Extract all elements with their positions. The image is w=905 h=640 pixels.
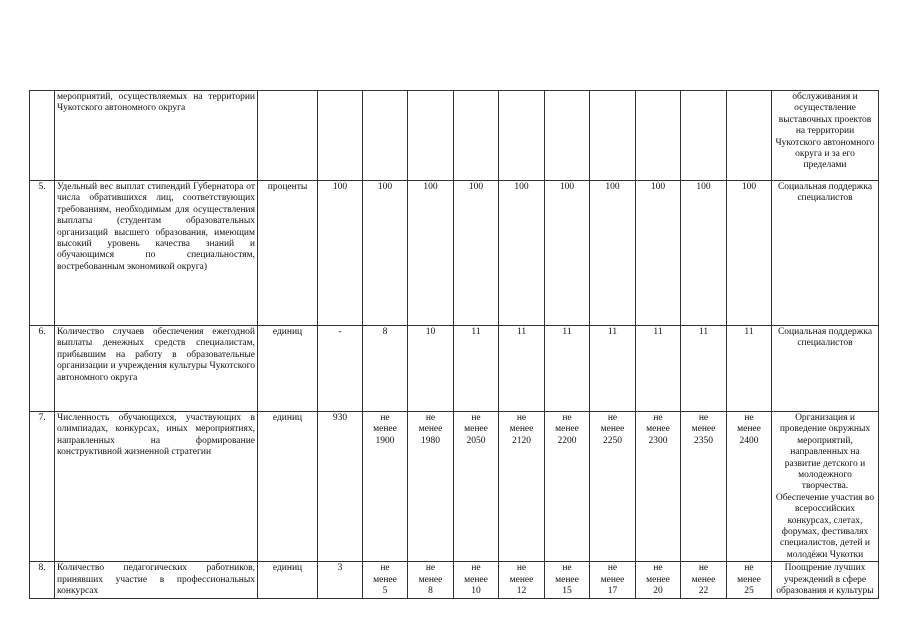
year-value-cell (590, 91, 636, 181)
row-number-cell (30, 91, 55, 181)
year-value-cell (454, 326, 499, 412)
table-row (30, 412, 879, 562)
row-number-cell-text: 6. (38, 327, 46, 337)
year-value-cell (545, 412, 590, 562)
year-value-cell (408, 412, 454, 562)
base-value-cell (318, 91, 363, 181)
year-value-cell-text: не менее 12 (509, 563, 534, 597)
indicator-name-cell (55, 412, 258, 562)
unit-cell (258, 412, 318, 562)
table-row (30, 326, 879, 412)
year-value-cell-text: 100 (559, 182, 575, 192)
base-value-cell-text: 3 (337, 563, 343, 574)
unit-cell-text: единиц (272, 563, 303, 574)
year-value-cell-text: 100 (514, 182, 529, 192)
year-value-cell-text: не менее 8 (418, 563, 443, 597)
activity-cell-text: Организация и проведение окружных мероприятий, направленных на развитие детского и молодежного творчества. Обеспечение участия во всероссийских конкурсах, слетах, форумах, фестивалях специалистов, детей и молодёжи Чукотки (775, 413, 875, 560)
activity-cell (772, 91, 879, 181)
activity-cell (772, 181, 879, 326)
year-value-cell (636, 181, 681, 326)
year-value-cell (454, 412, 499, 562)
year-value-cell (727, 326, 772, 412)
base-value-cell-text: - (338, 327, 342, 337)
year-value-cell-text: 11 (562, 327, 572, 337)
year-value-cell-text: 11 (698, 327, 709, 337)
base-value-cell (318, 326, 363, 412)
indicator-name-cell (55, 91, 258, 181)
year-value-cell (636, 91, 681, 181)
year-value-cell-text: 100 (605, 182, 620, 192)
row-number-cell (30, 181, 55, 326)
base-value-cell-text: 100 (332, 182, 348, 192)
year-value-cell (545, 91, 590, 181)
year-value-cell-text: не менее 2050 (464, 413, 488, 446)
unit-cell-text: проценты (267, 182, 308, 192)
year-value-cell (545, 562, 590, 599)
year-value-cell (363, 412, 408, 562)
year-value-cell-text: 11 (471, 327, 481, 337)
activity-cell-text: Социальная поддержка специалистов (777, 182, 873, 204)
year-value-cell (727, 91, 772, 181)
year-value-cell-text: 11 (744, 327, 754, 337)
year-value-cell-text: 10 (425, 327, 436, 337)
year-value-cell (363, 181, 408, 326)
year-value-cell-text: 11 (653, 327, 663, 337)
year-value-cell (636, 412, 681, 562)
year-value-cell-text: не менее 5 (373, 563, 397, 597)
year-value-cell-text: 100 (650, 182, 666, 192)
year-value-cell (363, 562, 408, 599)
year-value-cell-text: не менее 2250 (600, 413, 625, 446)
year-value-cell-text: 100 (423, 182, 438, 192)
activity-cell (772, 412, 879, 562)
year-value-cell-text: 100 (468, 182, 484, 192)
year-value-cell-text: не менее 2350 (691, 413, 716, 446)
year-value-cell-text: не менее 22 (691, 563, 716, 597)
year-value-cell (408, 326, 454, 412)
table-row (30, 181, 879, 326)
indicator-name-cell-text: Удельный вес выплат стипендий Губернатора от числа обратившихся лиц, соответствующих требованиям, необходимым для осуществления выплаты (студентам образовательных организаций высшего образования, имеющим высокий уровень качества знаний и обучающимся по специальностям, востребованным экономикой округа) (57, 182, 255, 272)
year-value-cell-text: не менее 2300 (646, 413, 670, 446)
year-value-cell-text: 11 (607, 327, 618, 337)
unit-cell (258, 91, 318, 181)
row-number-cell (30, 326, 55, 412)
year-value-cell (499, 181, 545, 326)
base-value-cell (318, 412, 363, 562)
row-number-cell (30, 412, 55, 562)
base-value-cell (318, 562, 363, 599)
activity-cell (772, 326, 879, 412)
table-body (30, 91, 879, 599)
indicator-name-cell-text: Количество случаев обеспечения ежегодной выплаты денежных средств специалистам, прибывшим на работу в образовательные организации и учреждения культуры Чукотского автономного округа (57, 327, 255, 383)
activity-cell-text: Социальная поддержка специалистов (777, 327, 873, 349)
unit-cell-text: единиц (272, 413, 303, 423)
year-value-cell (499, 412, 545, 562)
indicator-name-cell (55, 181, 258, 326)
year-value-cell-text: не менее 1980 (418, 413, 443, 446)
year-value-cell (727, 562, 772, 599)
year-value-cell (636, 326, 681, 412)
year-value-cell-text: не менее 10 (464, 563, 488, 597)
year-value-cell (590, 326, 636, 412)
year-value-cell (408, 181, 454, 326)
row-number-cell-text: 5. (38, 182, 46, 192)
year-value-cell (499, 326, 545, 412)
year-value-cell-text: 100 (696, 182, 711, 192)
year-value-cell-text: не менее 20 (646, 563, 670, 597)
year-value-cell-text: не менее 2400 (737, 413, 761, 446)
year-value-cell-text: 11 (516, 327, 527, 337)
unit-cell (258, 326, 318, 412)
table-row (30, 562, 879, 599)
year-value-cell (590, 562, 636, 599)
indicator-name-cell (55, 562, 258, 599)
year-value-cell (363, 326, 408, 412)
base-value-cell (318, 181, 363, 326)
year-value-cell (454, 562, 499, 599)
row-number-cell-text: 7. (38, 413, 46, 423)
year-value-cell (681, 91, 727, 181)
indicator-name-cell-text: Количество педагогических работников, принявших участие в профессиональных конкурсах (57, 563, 255, 597)
indicator-name-cell-text: мероприятий, осуществляемых на территории Чукотского автономного округа (57, 92, 255, 114)
year-value-cell (727, 181, 772, 326)
year-value-cell (681, 562, 727, 599)
year-value-cell (681, 326, 727, 412)
row-number-cell-text: 8. (38, 563, 46, 574)
unit-cell-text: единиц (272, 327, 303, 337)
year-value-cell-text: не менее 17 (600, 563, 625, 597)
year-value-cell (681, 412, 727, 562)
year-value-cell (499, 91, 545, 181)
unit-cell (258, 562, 318, 599)
year-value-cell (590, 412, 636, 562)
year-value-cell (408, 91, 454, 181)
year-value-cell-text: не менее 25 (737, 563, 761, 597)
year-value-cell (408, 562, 454, 599)
year-value-cell-text: 8 (382, 327, 388, 337)
year-value-cell (545, 326, 590, 412)
year-value-cell (727, 412, 772, 562)
activity-cell (772, 562, 879, 599)
indicator-name-cell (55, 326, 258, 412)
indicators-table (29, 90, 879, 599)
year-value-cell (363, 91, 408, 181)
year-value-cell (545, 181, 590, 326)
year-value-cell (636, 562, 681, 599)
year-value-cell (590, 181, 636, 326)
year-value-cell (454, 91, 499, 181)
year-value-cell-text: не менее 1900 (373, 413, 397, 446)
year-value-cell-text: не менее 15 (555, 563, 579, 597)
row-number-cell (30, 562, 55, 599)
year-value-cell-text: 100 (741, 182, 757, 192)
year-value-cell (454, 181, 499, 326)
year-value-cell (499, 562, 545, 599)
year-value-cell-text: не менее 2200 (555, 413, 579, 446)
table-row (30, 91, 879, 181)
indicator-name-cell-text: Численность обучающихся, участвующих в олимпиадах, конкурсах, иных мероприятиях, направленных на формирование конструктивной жизненной стратегии (57, 413, 255, 458)
year-value-cell-text: не менее 2120 (509, 413, 534, 446)
activity-cell-text: обслуживания и осуществление выставочных проектов на территории Чукотского автономного округа и за его пределами (775, 92, 875, 171)
activity-cell-text: Поощрение лучших учреждений в сфере образования и культуры (776, 563, 874, 597)
year-value-cell-text: 100 (377, 182, 393, 192)
year-value-cell (681, 181, 727, 326)
unit-cell (258, 181, 318, 326)
base-value-cell-text: 930 (332, 413, 348, 423)
